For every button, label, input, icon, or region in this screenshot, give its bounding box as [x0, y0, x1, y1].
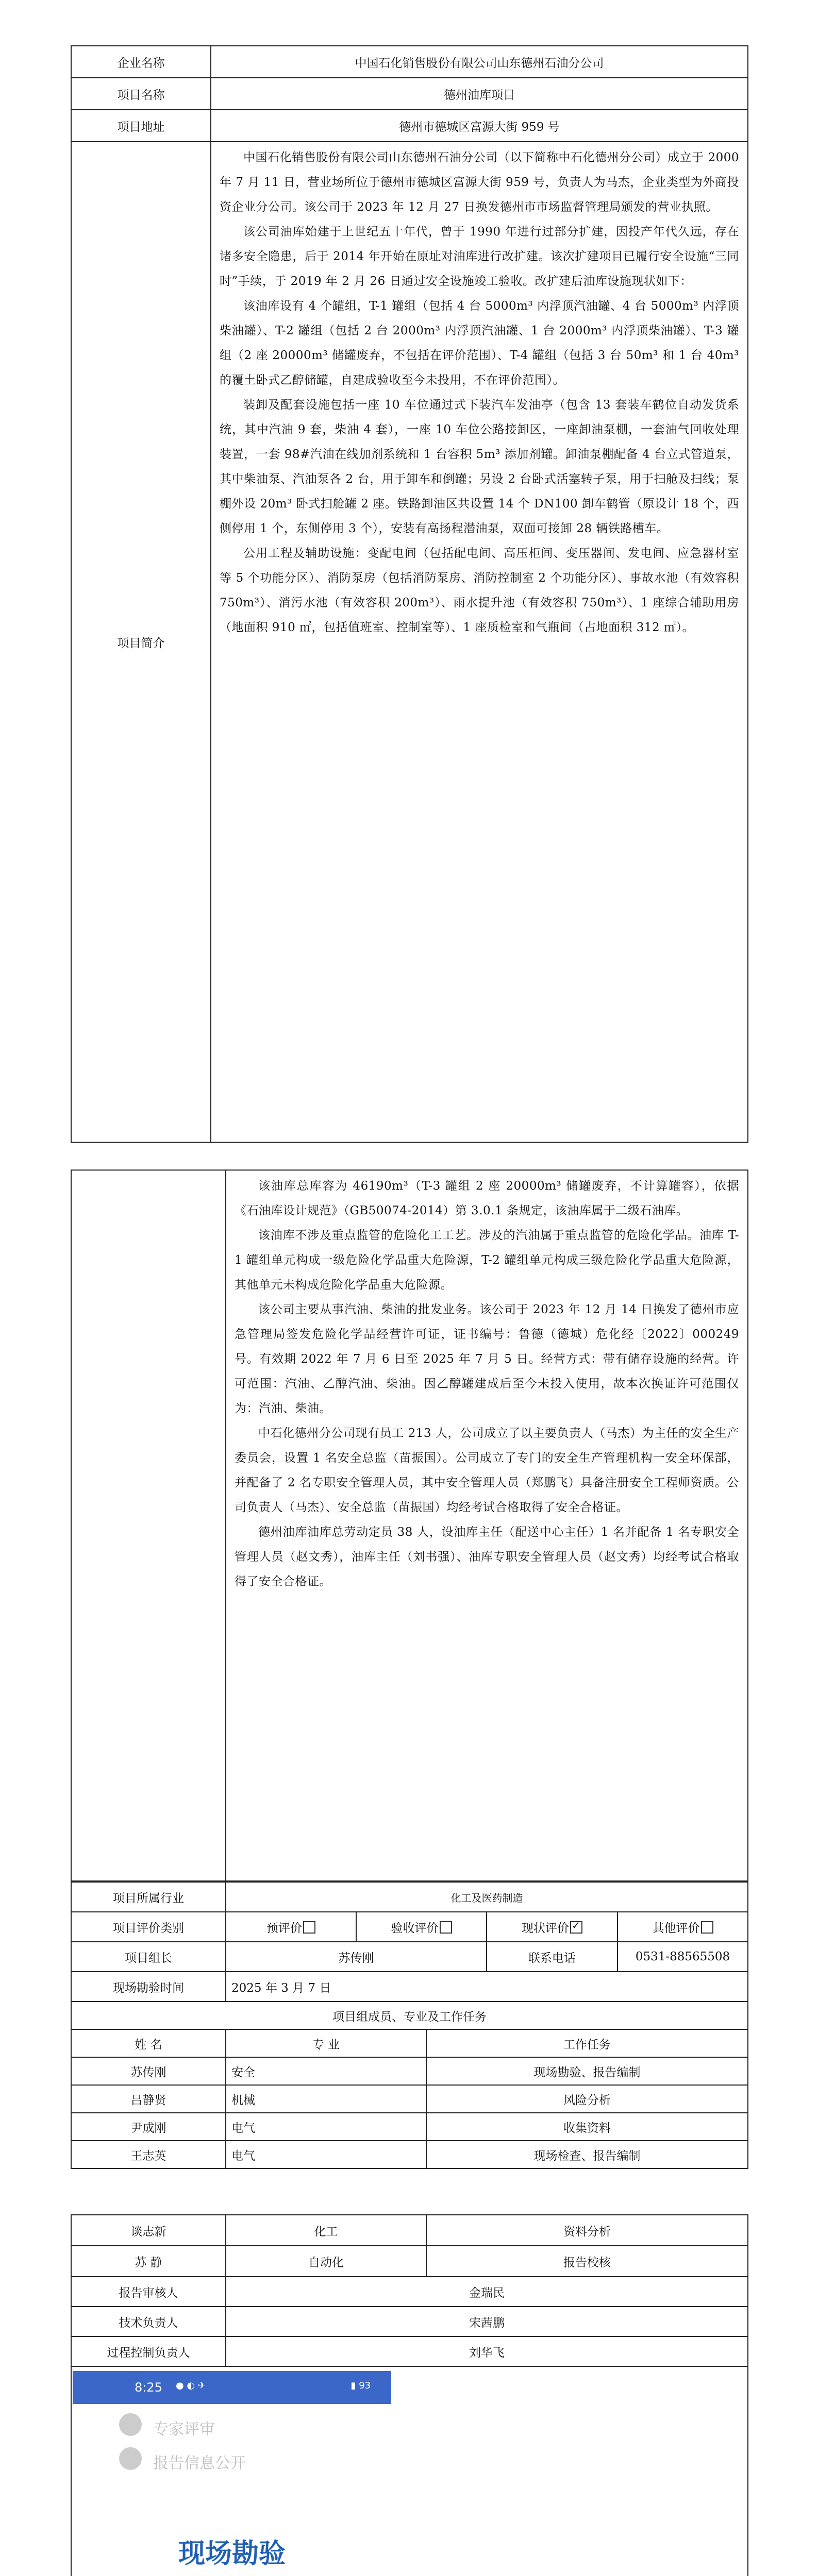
intro-paragraph: 公用工程及辅助设施：变配电间（包括配电间、高压柜间、变压器间、发电间、应急器材室等 5 个功能分区）、消防泵房（包括消防泵房、消防控制室 2 个功能分区）、事故水池（有效容积 750m³）、消污水池（有效容积 200m³）、雨水提升池（有效容积 750m³）、1 座综合辅助用房（地面积 910 ㎡，包括值班室、控制室等）、1 座质检室和气瓶间（占地面积 312 ㎡）。	[220, 547, 739, 634]
team-member-major: 电气	[226, 2113, 426, 2141]
eval-type-acceptance	[356, 1912, 487, 1942]
intro-paragraph: 装卸及配套设施包括一座 10 车位通过式下装汽车发油亭（包含 13 套装车鹤位自动发货系统，其中汽油 9 套，柴油 4 套），一座 10 车位公路接卸区，一座卸油泵棚，一套油气回收处理装置，一套 98#汽油在线加剂系统和 1 台容积 5m³ 添加剂罐。卸油泵棚配备 4 台立式管道泵，其中柴油泵、汽油泵各 2 台，用于卸车和倒罐；另设 2 台卧式活塞转子泵，用于扫舱及扫线；泵棚外设 20m³ 卧式扫舱罐 2 座。铁路卸油区共设置 14 个 DN100 卸车鹤管（原设计 18 个，西侧停用 1 个，东侧停用 3 个），安装有高扬程潜油泵，双面可接卸 28 辆铁路槽车。	[220, 398, 739, 535]
eval-type-pre-label: 预评价	[266, 1921, 302, 1935]
team-member-name: 尹成刚	[71, 2113, 226, 2141]
team-member-task: 资料分析	[426, 2215, 748, 2246]
team-header-major: 专 业	[226, 2029, 426, 2057]
leader-name: 苏传刚	[226, 1942, 487, 1972]
team-table-continued	[71, 2214, 748, 2277]
industry-label: 项目所属行业	[71, 1882, 226, 1912]
project-meta-table	[71, 1882, 748, 2002]
industry-value: 化工及医药制造	[226, 1882, 748, 1912]
document-icon	[119, 2447, 142, 2470]
team-member-task: 现场勘验、报告编制	[426, 2057, 748, 2085]
eval-type-status-checkbox[interactable]	[570, 1921, 582, 1934]
team-member-major: 机械	[226, 2085, 426, 2113]
team-header-task: 工作任务	[426, 2029, 748, 2057]
process-control-label: 过程控制负责人	[71, 2336, 226, 2366]
table-row	[71, 2215, 748, 2246]
team-member-major: 安全	[226, 2057, 426, 2085]
project-name-label: 项目名称	[71, 78, 211, 110]
team-title: 项目组成员、专业及工作任务	[71, 2002, 748, 2029]
process-control-value: 刘华飞	[226, 2336, 748, 2366]
status-time: 8:25	[135, 2380, 162, 2395]
company-name-value: 中国石化销售股份有限公司山东德州石油分公司	[211, 46, 748, 78]
eval-type-pre	[226, 1912, 356, 1942]
project-intro-label: 项目简介	[71, 142, 211, 1142]
eval-type-other-checkbox[interactable]	[701, 1921, 713, 1934]
team-member-name: 苏 静	[71, 2246, 226, 2277]
team-table	[71, 2001, 748, 2169]
table-row	[71, 2057, 748, 2085]
page-3	[0, 2210, 818, 2576]
page-1	[0, 0, 818, 1154]
project-intro-body	[211, 142, 748, 1142]
project-name-value: 德州油库项目	[211, 78, 748, 110]
team-member-major: 自动化	[226, 2246, 426, 2277]
battery-icon: ▮ 93	[350, 2380, 371, 2391]
checkin-screenshot	[73, 2371, 391, 2576]
team-member-major: 化工	[226, 2215, 426, 2246]
survey-time-value: 2025 年 3 月 7 日	[226, 1972, 748, 2002]
menu-label: 专家评审	[153, 2420, 215, 2438]
eval-type-label: 项目评价类别	[71, 1912, 226, 1942]
table-row	[71, 2246, 748, 2277]
table-row	[71, 2085, 748, 2113]
eval-type-status	[487, 1912, 617, 1942]
project-info-table	[71, 45, 748, 1143]
table-row	[71, 2113, 748, 2141]
eval-type-other-label: 其他评价	[652, 1921, 700, 1935]
eval-type-other	[617, 1912, 748, 1942]
intro-continued-body	[226, 1170, 748, 1881]
project-address-value: 德州市德城区富源大街 959 号	[211, 110, 748, 142]
tech-lead-value: 宋茜鹏	[226, 2307, 748, 2336]
team-member-task: 收集资料	[426, 2113, 748, 2141]
reviewer-value: 金瑞民	[226, 2277, 748, 2307]
team-member-task: 报告校核	[426, 2246, 748, 2277]
status-bar	[73, 2371, 391, 2404]
tech-lead-label: 技术负责人	[71, 2307, 226, 2336]
phone-value: 0531-88565508	[617, 1942, 748, 1972]
reviewer-label: 报告审核人	[71, 2277, 226, 2307]
company-name-label: 企业名称	[71, 46, 211, 78]
leader-label: 项目组长	[71, 1942, 226, 1972]
eval-type-acceptance-label: 验收评价	[391, 1921, 439, 1935]
survey-time-label: 现场勘验时间	[71, 1972, 226, 2002]
menu-label: 报告信息公开	[153, 2454, 246, 2472]
checkin-title: 现场勘验	[178, 2538, 286, 2569]
eval-type-status-label: 现状评价	[522, 1921, 569, 1935]
intro-paragraph: 该油库设有 4 个罐组，T-1 罐组（包括 4 台 5000m³ 内浮顶汽油罐、4 台 5000m³ 内浮顶柴油罐）、T-2 罐组（包括 2 台 2000m³ 内浮顶汽油罐、1 台 2000m³ 内浮顶柴油罐）、T-3 罐组（2 座 20000m³ 储罐废弃，不包括在评价范围）、T-4 罐组（包括 3 台 50m³ 和 1 台 40m³ 的覆土卧式乙醇储罐，自建成验收至今未投用，不在评价范围）。	[220, 299, 739, 387]
intro-paragraph: 中石化德州分公司现有员工 213 人，公司成立了以主要负责人（马杰）为主任的安全生产委员会，设置 1 名安全总监（苗振国）。公司成立了专门的安全生产管理机构一安全环保部，并配备了 2 名专职安全管理人员，其中安全管理人员（郑鹏飞）具备注册安全工程师资质。公司负责人（马杰）、安全总监（苗振国）均经考试合格取得了安全合格证。	[235, 1427, 739, 1514]
team-member-name: 吕静贤	[71, 2085, 226, 2113]
intro-paragraph: 该公司油库始建于上世纪五十年代，曾于 1990 年进行过部分扩建，因投产年代久远，存在诸多安全隐患，后于 2014 年开始在原址对油库进行改扩建。该次扩建项目已履行安全设施“三同时”手续，于 2019 年 2 月 26 日通过安全设施竣工验收。改扩建后油库设施现状如下：	[220, 225, 739, 288]
phone-label: 联系电话	[487, 1942, 617, 1972]
eval-type-pre-checkbox[interactable]	[303, 1921, 315, 1934]
table-row	[71, 2141, 748, 2168]
intro-paragraph: 中国石化销售股份有限公司山东德州石油分公司（以下简称中石化德州分公司）成立于 2000 年 7 月 11 日，营业场所位于德州市德城区富源大街 959 号，负责人为马杰，企业类型为外商投资企业分公司。该公司于 2023 年 12 月 27 日换发德州市市场监督管理局颁发的营业执照。	[220, 151, 739, 214]
intro-paragraph: 德州油库油库总劳动定员 38 人，设油库主任（配送中心主任）1 名并配备 1 名专职安全管理人员（赵文秀），油库主任（刘书强）、油库专职安全管理人员（赵文秀）均经考试合格取得了安全合格证。	[235, 1526, 739, 1588]
eval-type-acceptance-checkbox[interactable]	[440, 1921, 452, 1934]
project-address-label: 项目地址	[71, 110, 211, 142]
page-2	[0, 1154, 818, 2210]
team-member-task: 现场检查、报告编制	[426, 2141, 748, 2168]
project-intro-continued-table	[71, 1170, 748, 1882]
team-member-name: 苏传刚	[71, 2057, 226, 2085]
expert-icon	[119, 2413, 142, 2436]
menu-report-public[interactable]	[119, 2444, 351, 2475]
menu-expert-review[interactable]	[119, 2410, 325, 2441]
intro-continued-label-cell	[71, 1170, 226, 1881]
team-member-major: 电气	[226, 2141, 426, 2168]
team-member-name: 谈志新	[71, 2215, 226, 2246]
team-member-name: 王志英	[71, 2141, 226, 2168]
status-icons: ● ◐ ✈	[176, 2380, 206, 2391]
intro-paragraph: 该油库总库容为 46190m³（T-3 罐组 2 座 20000m³ 储罐废弃，不计算罐容），依据《石油库设计规范》（GB50074-2014）第 3.0.1 条规定，该油库属于二级石油库。	[235, 1179, 739, 1217]
intro-paragraph: 该油库不涉及重点监管的危险化工工艺。涉及的汽油属于重点监管的危险化学品。油库 T-1 罐组单元构成一级危险化学品重大危险源，T-2 罐组单元构成三级危险化学品重大危险源，其他单元未构成危险化学品重大危险源。	[235, 1229, 739, 1292]
team-header-name: 姓 名	[71, 2029, 226, 2057]
intro-paragraph: 该公司主要从事汽油、柴油的批发业务。该公司于 2023 年 12 月 14 日换发了德州市应急管理局签发危险化学品经营许可证，证书编号：鲁德（德城）危化经〔2022〕000249 号。有效期 2022 年 7 月 6 日至 2025 年 7 月 5 日。经营方式：带有储存设施的经营。许可范围：汽油、乙醇汽油、柴油。因乙醇罐建成后至今未投入使用，故本次换证许可范围仅为：汽油、柴油。	[235, 1303, 739, 1415]
team-member-task: 风险分析	[426, 2085, 748, 2113]
